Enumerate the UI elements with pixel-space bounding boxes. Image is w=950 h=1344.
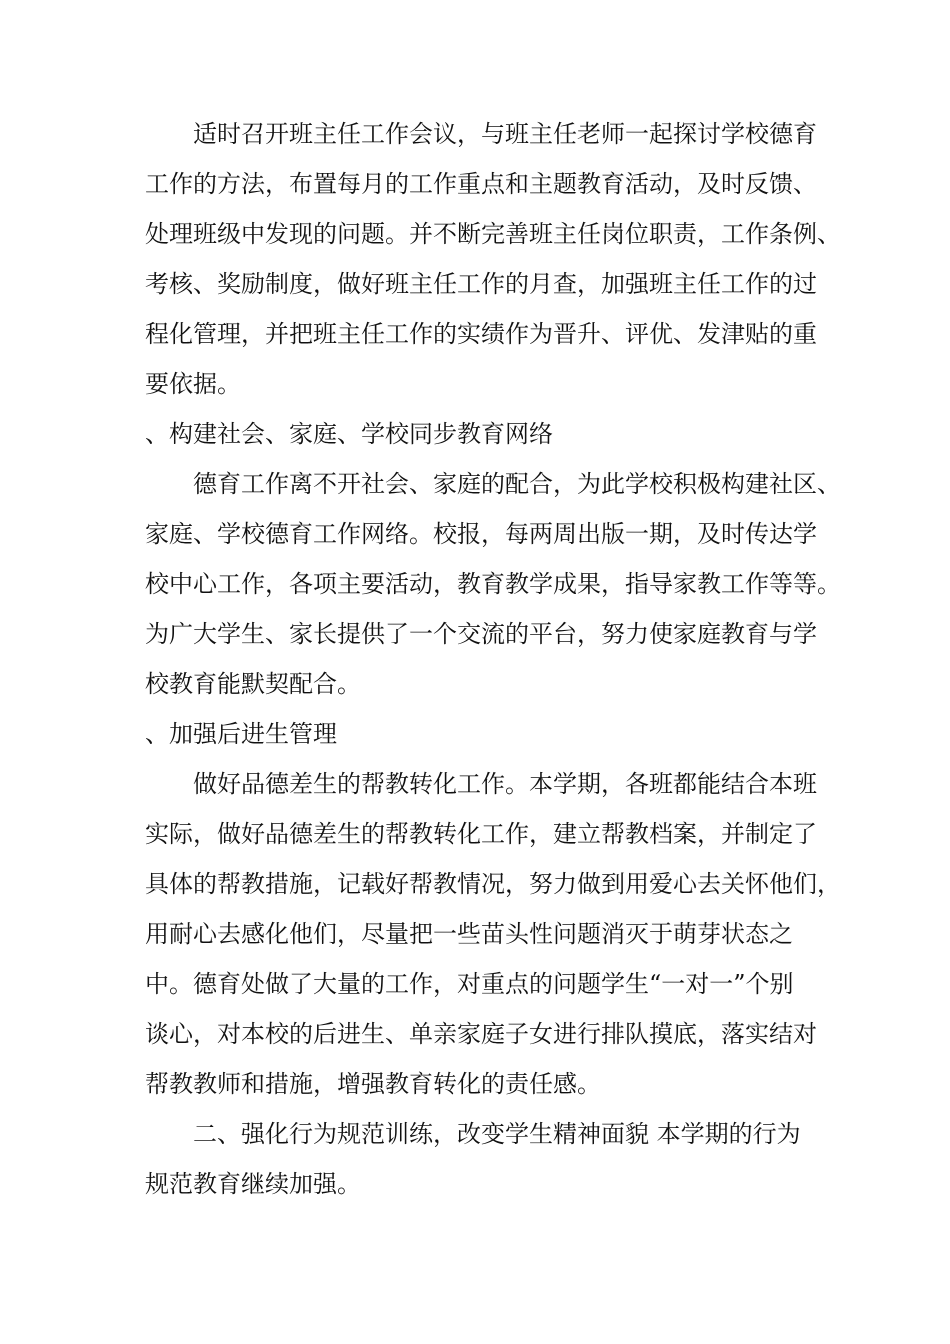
paragraph-line: 用耐心去感化他们，尽量把一些苗头性问题消灭于萌芽状态之 <box>145 920 793 948</box>
paragraph-line: 谈心，对本校的后进生、单亲家庭子女进行排队摸底，落实结对 <box>145 1020 817 1048</box>
paragraph-line: 帮教教师和措施，增强教育转化的责任感。 <box>145 1070 601 1098</box>
paragraph-line: 家庭、学校德育工作网络。校报，每两周出版一期，及时传达学 <box>145 520 817 548</box>
paragraph-line: 具体的帮教措施，记载好帮教情况，努力做到用爱心去关怀他们， <box>145 870 841 898</box>
section-heading: 、加强后进生管理 <box>145 720 337 748</box>
paragraph-line: 校教育能默契配合。 <box>145 670 361 698</box>
paragraph-line: 规范教育继续加强。 <box>145 1170 361 1198</box>
paragraph-line: 考核、奖励制度，做好班主任工作的月查，加强班主任工作的过 <box>145 270 817 298</box>
paragraph-line: 适时召开班主任工作会议，与班主任老师一起探讨学校德育 <box>193 120 817 148</box>
paragraph-line: 工作的方法，布置每月的工作重点和主题教育活动，及时反馈、 <box>145 170 817 198</box>
paragraph-line: 程化管理，并把班主任工作的实绩作为晋升、评优、发津贴的重 <box>145 320 817 348</box>
paragraph-line: 校中心工作，各项主要活动，教育教学成果，指导家教工作等等。 <box>145 570 841 598</box>
paragraph-line: 实际，做好品德差生的帮教转化工作，建立帮教档案，并制定了 <box>145 820 817 848</box>
paragraph-line: 二、强化行为规范训练，改变学生精神面貌 本学期的行为 <box>193 1120 801 1148</box>
paragraph-line: 要依据。 <box>145 370 241 398</box>
paragraph-line: 处理班级中发现的问题。并不断完善班主任岗位职责，工作条例、 <box>145 220 841 248</box>
paragraph-line: 中。德育处做了大量的工作，对重点的问题学生“一对一”个别 <box>145 970 794 998</box>
paragraph-line: 做好品德差生的帮教转化工作。本学期，各班都能结合本班 <box>193 770 817 798</box>
section-heading: 、构建社会、家庭、学校同步教育网络 <box>145 420 553 448</box>
paragraph-line: 为广大学生、家长提供了一个交流的平台，努力使家庭教育与学 <box>145 620 817 648</box>
paragraph-line: 德育工作离不开社会、家庭的配合，为此学校积极构建社区、 <box>193 470 841 498</box>
